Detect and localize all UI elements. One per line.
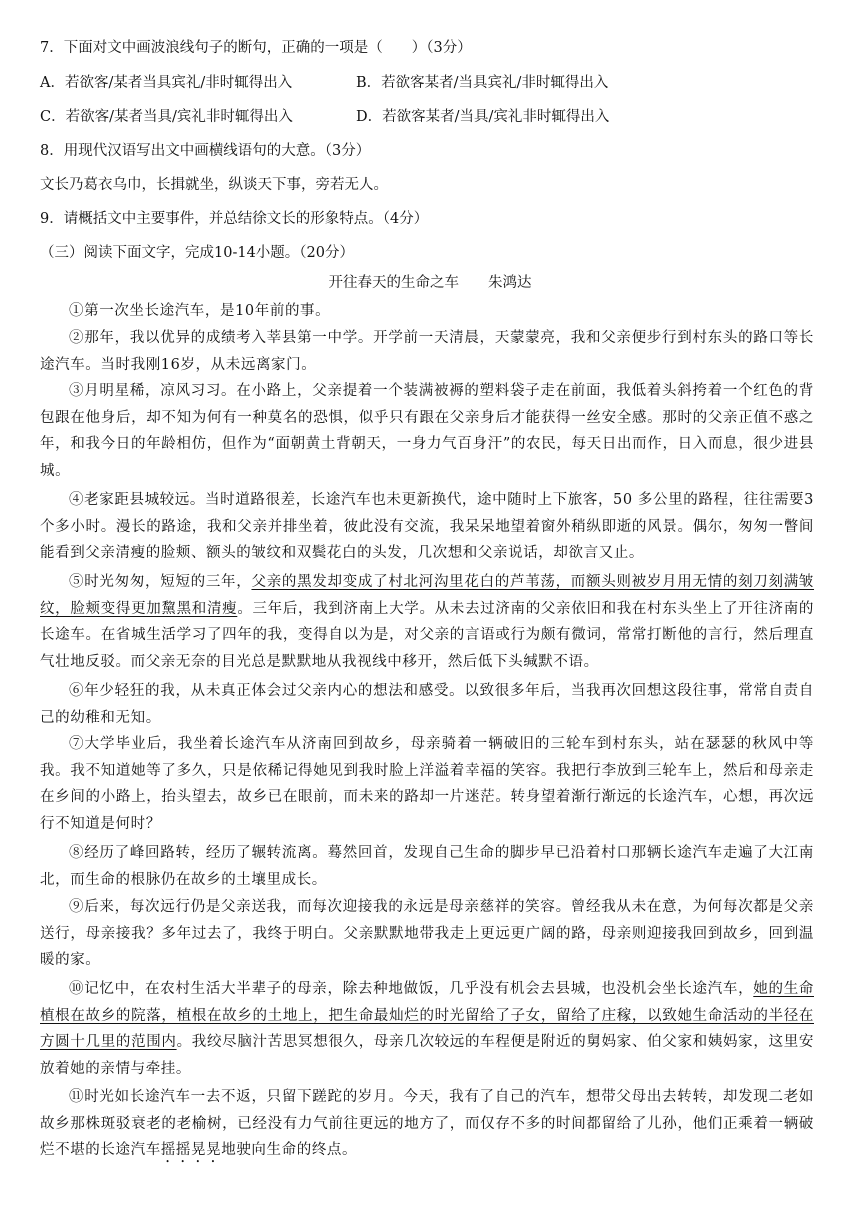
q7-option-a: A．若欲客/某者当具宾礼/非时辄得出入 <box>40 75 293 91</box>
paragraph-11-end: 地驶向生命的终点。 <box>221 1142 358 1158</box>
question-8-sentence: 文长乃葛衣乌巾，长揖就坐，纵谈天下事，旁若无人。 <box>40 177 388 193</box>
paragraph-11-dotted-word: 摇摇晃晃 <box>160 1142 222 1158</box>
paragraph-11-start: ⑪时光如长途汽车一去不返，只留下蹉跎的岁月。今天，我有了自己的汽车，想带父母出去转转，却发现二老如故乡那株斑驳衰老的老榆树，已经没有力气前往更远的地方了，而仅存不多的时间都留给了儿孙，他们正乘着一辆破烂不堪的长途汽车 <box>40 1089 814 1158</box>
question-8-stem: 8．用现代汉语写出文中画横线语句的大意。（3分） <box>40 143 371 159</box>
q7-option-b: B．若欲客某者/当具宾礼/非时辄得出入 <box>356 75 609 91</box>
paragraph-10 <box>40 976 814 1082</box>
paragraph-11 <box>40 1084 814 1166</box>
paragraph-9: ⑨后来，每次远行仍是父亲送我，而每次迎接我的永远是母亲慈祥的笑容。曾经我从未在意，为何每次都是父亲送行，母亲接我？多年过去了，我终于明白。父亲默默地带我走上更远更广阔的路，母亲则迎接我回到故乡，回到温暖的家。 <box>40 899 814 968</box>
paragraph-2: ②那年，我以优异的成绩考入莘县第一中学。开学前一天清晨，天蒙蒙亮，我和父亲便步行到村东头的路口等长途汽车。当时我刚16岁，从未远离家门。 <box>40 330 814 373</box>
question-7-stem: 7．下面对文中画波浪线句子的断句，正确的一项是（ ）（3分） <box>40 40 472 56</box>
paragraph-5-end: 。三年后，我到济南上大学。从未去过济南的父亲依旧和我在村东头坐上了开往济南的长途车。在省城生活学习了四年的我，变得自以为是，对父亲的言语或行为颇有微词，常常打断他的言行，然后理直气壮地反驳。而父亲无奈的目光总是默默地从我视线中移开，然后低下头缄默不语。 <box>40 600 814 670</box>
paragraph-5-start: ⑤时光匆匆，短短的三年， <box>69 574 252 590</box>
paragraph-6: ⑥年少轻狂的我，从未真正体会过父亲内心的想法和感受。以致很多年后，当我再次回想这段往事，常常自责自己的幼稚和无知。 <box>40 683 814 726</box>
q7-option-c: C．若欲客/某者当具/宾礼非时辄得出入 <box>40 109 293 125</box>
paragraph-7: ⑦大学毕业后，我坐着长途汽车从济南回到故乡，母亲骑着一辆破旧的三轮车到村东头，站在瑟瑟的秋风中等我。我不知道她等了多久，只是依稀记得她见到我时脸上洋溢着幸福的笑容。我把行李放到三轮车上，然后和母亲走在乡间的小路上，抬头望去，故乡已在眼前，而未来的路却一片迷茫。转身望着渐行渐远的长途汽车，心想，再次远行不知道是何时？ <box>40 736 814 832</box>
paragraph-4: ④老家距县城较远。当时道路很差，长途汽车也未更新换代，途中随时上下旅客，50 多公里的路程，往往需要3个多小时。漫长的路途，我和父亲并排坐着，彼此没有交流，我呆呆地望着窗外稍纵即逝的风景。偶尔，匆匆一瞥间能看到父亲清瘦的脸颊、额头的皱纹和双鬓花白的头发，几次想和父亲说话，却欲言又止。 <box>40 492 814 561</box>
paragraph-8: ⑧经历了峰回路转，经历了辗转流离。蓦然回首，发现自己生命的脚步早已沿着村口那辆长途汽车走遍了大江南北，而生命的根脉仍在故乡的土壤里成长。 <box>40 845 814 888</box>
paragraph-1: ①第一次坐长途汽车，是10年前的事。 <box>69 303 331 319</box>
paragraph-10-end: 。我绞尽脑汁苦思冥想很久，母亲几次较远的车程便是附近的舅妈家、伯父家和姨妈家，这里安放着她的亲情与牵挂。 <box>40 1034 814 1077</box>
q7-option-d: D．若欲客某者/当具/宾礼非时辄得出入 <box>356 109 610 125</box>
paragraph-3: ③月明星稀，凉风习习。在小路上，父亲提着一个装满被褥的塑料袋子走在前面，我低着头斜挎着一个红色的背包跟在他身后，却不知为何有一种莫名的恐惧，似乎只有跟在父亲身后才能获得一丝安全感。那时的父亲正值不惑之年，和我今日的年龄相仿，但作为“面朝黄土背朝天，一身力气百身汗”的农民，每天日出而作，日入而息，很少进县城。 <box>40 383 814 479</box>
section-3-heading: （三）阅读下面文字，完成10-14小题。（20分） <box>40 245 354 261</box>
paragraph-5 <box>40 569 814 675</box>
paragraph-10-start: ⑩记忆中，在农村生活大半辈子的母亲，除去种地做饭，几乎没有机会去县城，也没机会坐长途汽车， <box>69 981 754 997</box>
paragraph-5-underlined-sentence: 父亲的黑发却变成了村北河沟里花白的芦苇荡，而额头则被岁月用无情的刻刀刻满皱纹，脸颊变得更加黧黑和清瘦 <box>40 574 815 617</box>
paragraph-10-underlined-sentence: 她的生命植根在故乡的院落，植根在故乡的土地上，把生命最灿烂的时光留给了子女，留给了庄稼，以致她生命活动的半径在方圆十几里的范围内 <box>40 981 814 1050</box>
article-title: 开往春天的生命之车 朱鸿达 <box>328 275 532 291</box>
question-9-stem: 9．请概括文中主要事件，并总结徐文长的形象特点。（4分） <box>40 211 429 227</box>
